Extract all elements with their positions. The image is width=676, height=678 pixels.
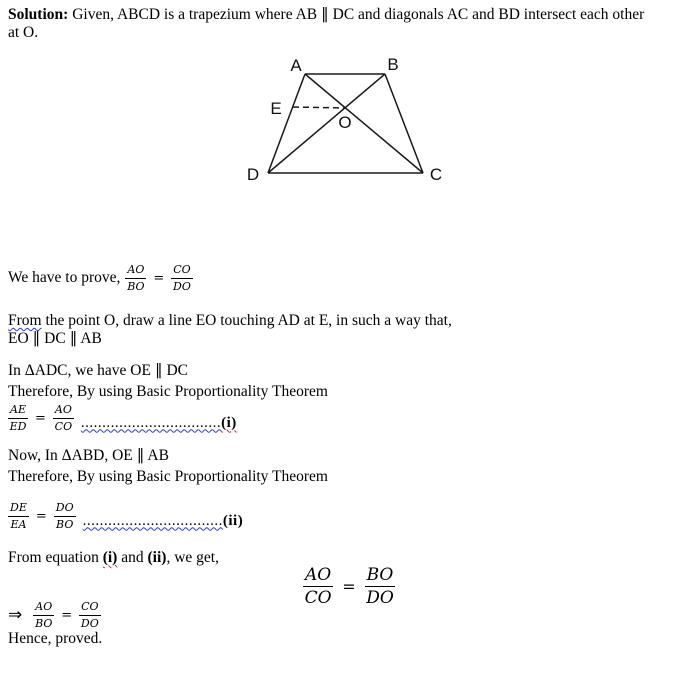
vertex-label-d: D — [246, 165, 260, 184]
fraction-numerator: CO — [79, 601, 100, 616]
leader-dots: ................................. — [80, 414, 222, 431]
fraction-ao-co — [53, 404, 74, 433]
equals-sign: = — [342, 576, 356, 596]
equals-sign: = — [153, 270, 165, 286]
step1-line1: In ΔADC, we have OE ∥ DC — [8, 362, 189, 379]
fraction-co-do-final — [79, 601, 100, 630]
diagonal-ac — [305, 74, 423, 173]
vertex-label-b: B — [387, 55, 399, 74]
fraction-denominator: DO — [366, 587, 394, 608]
fraction-numerator: AO — [33, 601, 54, 616]
fraction-numerator: DE — [8, 502, 29, 517]
fraction-bo-do-large — [365, 566, 396, 607]
result-equation-large — [303, 565, 395, 607]
final-equation — [8, 599, 101, 631]
prove-text: We have to prove, — [8, 269, 121, 286]
fraction-ao-bo — [125, 264, 146, 293]
fraction-de-ea — [8, 502, 29, 531]
equation-leader — [83, 513, 244, 530]
equation-leader — [81, 415, 237, 432]
leader-dots: ................................. — [82, 512, 223, 529]
fraction-denominator: EA — [10, 517, 27, 531]
fraction-numerator: AO — [305, 564, 332, 585]
step2-line2: Therefore, By using Basic Proportionality Theorem — [8, 468, 328, 485]
fraction-numerator: AO — [53, 404, 74, 419]
fraction-denominator: DO — [80, 616, 99, 630]
equals-sign: = — [35, 508, 47, 524]
conclusion-prefix: From equation — [8, 549, 103, 566]
equals-sign: = — [61, 607, 73, 623]
misspelled-word: From — [8, 312, 42, 329]
prove-statement — [8, 262, 193, 294]
point-label-e: E — [270, 99, 282, 118]
fraction-denominator: CO — [54, 419, 73, 433]
implies-arrow-icon: ⇒ — [8, 605, 23, 625]
construction-paragraph — [8, 312, 668, 348]
vertex-label-c: C — [429, 165, 443, 184]
intro-line1: Given, ABCD is a trapezium where AB ∥ DC and diagonals AC and BD intersect each other — [68, 6, 645, 23]
fraction-numerator: AE — [8, 404, 28, 419]
trapezium-diagram — [245, 50, 457, 190]
equation-ref-ii: (ii) — [222, 512, 244, 529]
intro-paragraph — [8, 6, 668, 42]
fraction-do-bo — [54, 502, 76, 531]
equation-ref-i: (i) — [221, 414, 237, 431]
conclusion-sentence — [8, 549, 219, 567]
vertex-label-a: A — [290, 56, 302, 75]
step1-line2: Therefore, By using Basic Proportionality Theorem — [8, 383, 328, 400]
fraction-numerator: DO — [54, 502, 76, 517]
fraction-numerator: AO — [125, 264, 146, 279]
fraction-ao-bo-final — [33, 601, 54, 630]
step2-equation — [8, 500, 243, 532]
solution-label: Solution: — [8, 6, 69, 23]
hence-proved: Hence, proved. — [8, 630, 103, 647]
fraction-denominator: BO — [35, 616, 53, 630]
construction-line1: the point O, draw a line EO touching AD at E, in such a way that, — [41, 312, 452, 329]
construction-line2: EO ∥ DC ∥ AB — [8, 330, 102, 347]
fraction-denominator: ED — [9, 419, 27, 433]
point-label-o: O — [338, 113, 352, 132]
conclusion-suffix: , we get, — [166, 549, 219, 566]
fraction-denominator: BO — [127, 279, 145, 293]
fraction-denominator: DO — [173, 279, 191, 293]
fraction-ae-ed — [8, 404, 28, 433]
ref-ii: (ii) — [147, 549, 167, 566]
fraction-denominator: CO — [304, 587, 332, 608]
intro-line2: at O. — [8, 24, 39, 41]
fraction-ao-co-large — [303, 566, 333, 607]
fraction-numerator: BO — [366, 564, 394, 585]
step2-line1: Now, In ΔABD, OE ∥ AB — [8, 447, 169, 464]
segment-eo-dashed — [293, 107, 346, 108]
side-bc — [385, 74, 423, 173]
equals-sign: = — [34, 410, 46, 426]
fraction-co-do — [171, 264, 192, 293]
conclusion-mid: and — [117, 549, 148, 566]
fraction-numerator: CO — [171, 264, 192, 279]
diagonal-bd — [268, 74, 385, 173]
ref-i: (i) — [102, 549, 118, 566]
step1-equation — [8, 402, 237, 434]
fraction-denominator: BO — [56, 517, 74, 531]
